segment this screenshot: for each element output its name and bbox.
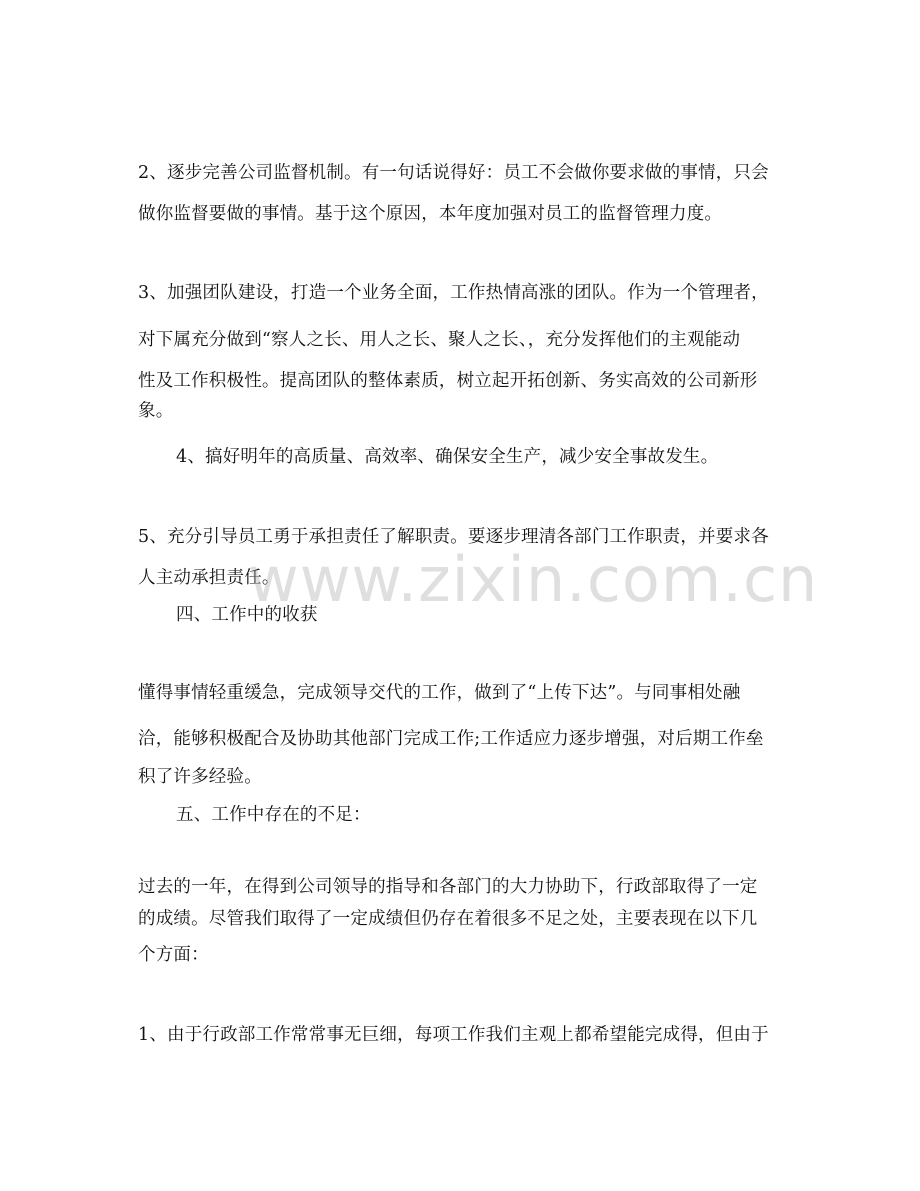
text-line: 懂得事情轻重缓急，完成领导交代的工作，做到了“上传下达”。与同事相处融: [138, 683, 741, 703]
text-line: 4、搞好明年的高质量、高效率、确保安全生产，减少安全事故发生。: [176, 447, 719, 467]
text-line: 洽，能够积极配合及协助其他部门完成工作;工作适应力逐步增强，对后期工作垒: [138, 729, 764, 749]
text-line: 象。: [138, 401, 174, 421]
text-line: 5、充分引导员工勇于承担责任了解职责。要逐步理清各部门工作职责，并要求各: [138, 527, 769, 547]
text-line: 个方面：: [138, 945, 209, 965]
text-line: 过去的一年，在得到公司领导的指导和各部门的大力协助下，行政部取得了一定: [138, 877, 758, 897]
text-line: 积了许多经验。: [138, 767, 262, 787]
text-line: 2、逐步完善公司监督机制。有一句话说得好：员工不会做你要求做的事情，只会: [138, 163, 769, 183]
text-line: 的成绩。尽管我们取得了一定成绩但仍存在着很多不足之处，主要表现在以下几: [138, 909, 758, 929]
text-line: 人主动承担责任。: [138, 568, 280, 588]
text-line: 3、加强团队建设，打造一个业务全面，工作热情高涨的团队。作为一个管理者，: [138, 283, 769, 303]
text-line: 1、由于行政部工作常常事无巨细，每项工作我们主观上都希望能完成得，但由于: [138, 1025, 769, 1045]
watermark: www.zixin.com.cn: [248, 543, 819, 616]
section-heading: 四、工作中的收获: [176, 605, 318, 625]
text-line: 做你监督要做的事情。基于这个原因，本年度加强对员工的监督管理力度。: [138, 204, 723, 224]
text-line: 性及工作积极性。提高团队的整体素质，树立起开拓创新、务实高效的公司新形: [138, 371, 758, 391]
text-line: 对下属充分做到“察人之长、用人之长、聚人之长、，充分发挥他们的主观能动: [138, 330, 741, 350]
section-heading: 五、工作中存在的不足：: [176, 805, 371, 825]
